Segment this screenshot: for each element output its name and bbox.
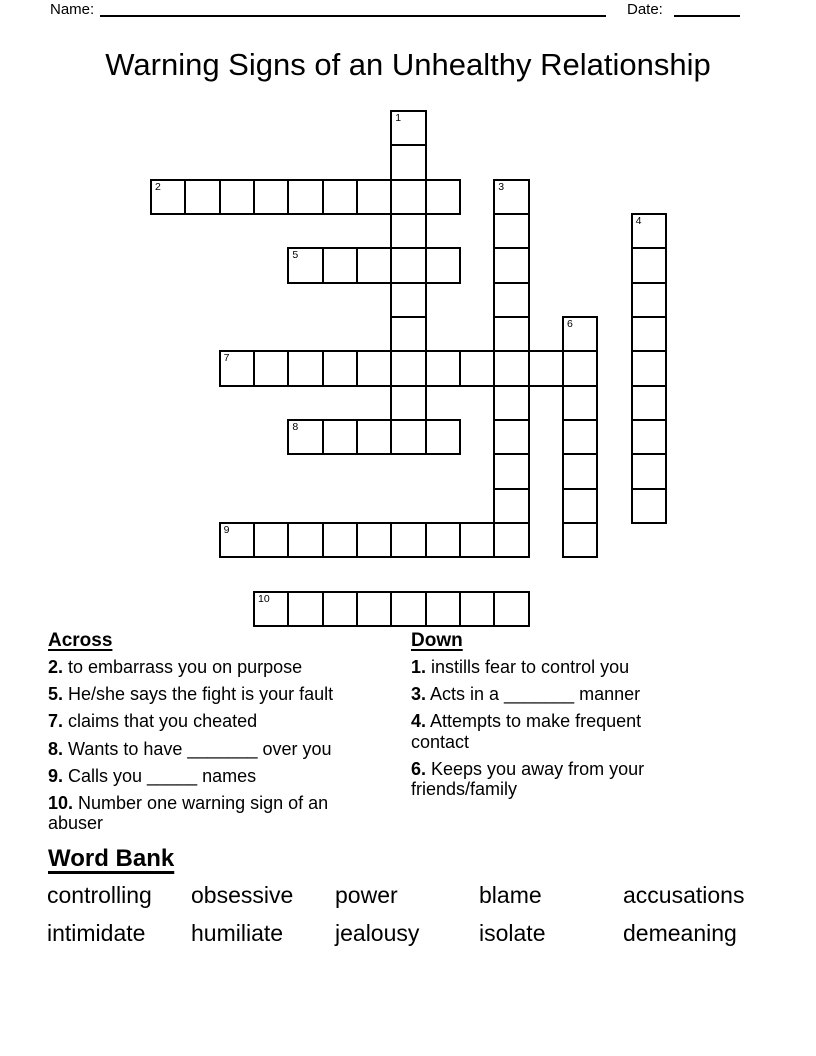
cell-number: 10 xyxy=(257,592,270,605)
word-bank-word: isolate xyxy=(479,920,546,946)
crossword-cell[interactable] xyxy=(253,179,289,215)
crossword-cell[interactable] xyxy=(528,350,564,386)
cell-number: 1 xyxy=(395,112,402,124)
clue: 9. Calls you _____ names xyxy=(48,765,257,786)
clue-number: 4. xyxy=(411,711,427,732)
crossword-cell[interactable] xyxy=(459,350,495,386)
date-blank-line[interactable] xyxy=(674,0,740,17)
down-clue-list xyxy=(411,657,701,800)
crossword-cell[interactable] xyxy=(493,316,529,352)
crossword-cell[interactable] xyxy=(253,591,289,627)
crossword-cell[interactable] xyxy=(493,453,529,489)
crossword-cell[interactable] xyxy=(459,522,495,558)
crossword-cell[interactable] xyxy=(253,350,289,386)
crossword-cell[interactable] xyxy=(493,488,529,524)
crossword-cell[interactable] xyxy=(219,522,255,558)
word-bank-heading: Word Bank xyxy=(48,845,175,872)
clue: 6. Keeps you away from your friends/family xyxy=(411,759,645,800)
clue-number: 2. xyxy=(48,657,64,677)
crossword-cell[interactable] xyxy=(322,522,358,558)
word-bank-word: demeaning xyxy=(623,920,737,946)
clue: 3. Acts in a _______ manner xyxy=(411,684,641,705)
crossword-cell[interactable] xyxy=(390,591,426,627)
crossword-cell[interactable] xyxy=(390,419,426,455)
crossword-cell[interactable] xyxy=(562,385,598,421)
crossword-cell[interactable] xyxy=(425,179,461,215)
crossword-cell[interactable] xyxy=(425,247,461,283)
crossword-cell[interactable] xyxy=(562,350,598,386)
cell-number: 7 xyxy=(223,352,230,365)
clue: 8. Wants to have _______ over you xyxy=(48,738,332,759)
name-label: Name: xyxy=(50,1,95,18)
crossword-cell[interactable] xyxy=(493,247,529,283)
crossword-grid xyxy=(150,110,667,627)
cell-number: 4 xyxy=(635,214,642,227)
crossword-cell[interactable] xyxy=(631,488,667,524)
crossword-cell[interactable] xyxy=(562,419,598,455)
clue-number: 7. xyxy=(48,711,64,732)
cell-number: 5 xyxy=(292,249,299,262)
crossword-cell[interactable] xyxy=(562,453,598,489)
word-bank-word: intimidate xyxy=(47,920,146,946)
crossword-cell[interactable] xyxy=(287,350,323,386)
crossword-cell[interactable] xyxy=(287,522,323,558)
word-bank-list xyxy=(47,881,769,947)
crossword-cell[interactable] xyxy=(219,179,255,215)
crossword-cell[interactable] xyxy=(493,213,529,249)
crossword-cell[interactable] xyxy=(390,110,426,146)
crossword-cell[interactable] xyxy=(322,419,358,455)
crossword-cell[interactable] xyxy=(631,453,667,489)
crossword-cell[interactable] xyxy=(356,591,392,627)
crossword-cell[interactable] xyxy=(562,522,598,558)
crossword-cell[interactable] xyxy=(390,282,426,318)
crossword-cell[interactable] xyxy=(390,247,426,283)
crossword-cell[interactable] xyxy=(322,247,358,283)
clue: 4. Attempts to make frequent contact xyxy=(411,711,642,752)
crossword-cell[interactable] xyxy=(184,179,220,215)
word-bank-word: humiliate xyxy=(191,920,284,946)
crossword-cell[interactable] xyxy=(322,591,358,627)
worksheet-title: Warning Signs of an Unhealthy Relationship xyxy=(105,47,711,82)
crossword-cell[interactable] xyxy=(390,522,426,558)
crossword-cell[interactable] xyxy=(356,522,392,558)
crossword-cell[interactable] xyxy=(390,350,426,386)
crossword-cell[interactable] xyxy=(322,350,358,386)
crossword-cell[interactable] xyxy=(390,385,426,421)
word-bank-word: accusations xyxy=(623,882,745,908)
word-bank-word: blame xyxy=(479,882,542,908)
crossword-cell[interactable] xyxy=(562,316,598,352)
crossword-cell[interactable] xyxy=(322,179,358,215)
down-heading: Down xyxy=(411,630,463,651)
name-blank-line[interactable] xyxy=(100,0,606,17)
clue: 5. He/she says the fight is your fault xyxy=(48,684,334,705)
crossword-cell[interactable] xyxy=(150,179,186,215)
crossword-cell[interactable] xyxy=(425,350,461,386)
crossword-cell[interactable] xyxy=(390,179,426,215)
crossword-cell[interactable] xyxy=(390,213,426,249)
crossword-cell[interactable] xyxy=(356,419,392,455)
crossword-cell[interactable] xyxy=(631,385,667,421)
crossword-cell[interactable] xyxy=(493,282,529,318)
word-bank-word: power xyxy=(335,882,398,908)
across-clues-section xyxy=(48,631,383,841)
crossword-cell[interactable] xyxy=(287,179,323,215)
clue: 7. claims that you cheated xyxy=(48,711,258,732)
cell-number: 8 xyxy=(292,420,299,433)
clue-number: 5. xyxy=(48,684,64,705)
clue: 10. Number one warning sign of an abuser xyxy=(48,793,329,834)
clue-number: 10. xyxy=(48,793,74,814)
crossword-cell[interactable] xyxy=(390,144,426,180)
crossword-cell[interactable] xyxy=(493,522,529,558)
word-bank-word: obsessive xyxy=(191,882,294,908)
crossword-cell[interactable] xyxy=(356,179,392,215)
cell-number: 6 xyxy=(566,317,573,330)
crossword-cell[interactable] xyxy=(253,522,289,558)
crossword-cell[interactable] xyxy=(493,591,529,627)
crossword-cell[interactable] xyxy=(356,350,392,386)
crossword-cell[interactable] xyxy=(219,350,255,386)
crossword-cell[interactable] xyxy=(631,282,667,318)
crossword-cell[interactable] xyxy=(356,247,392,283)
crossword-cell[interactable] xyxy=(631,350,667,386)
crossword-cell[interactable] xyxy=(287,247,323,283)
clue: 1. instills fear to control you xyxy=(411,657,630,677)
crossword-cell[interactable] xyxy=(493,419,529,455)
across-clue-list xyxy=(48,657,383,834)
crossword-cell[interactable] xyxy=(631,316,667,352)
clue-number: 3. xyxy=(411,684,427,705)
crossword-cell[interactable] xyxy=(631,247,667,283)
word-bank-word: controlling xyxy=(47,882,152,908)
clue-number: 9. xyxy=(48,765,64,786)
clue-number: 1. xyxy=(411,657,427,677)
crossword-cell[interactable] xyxy=(493,179,529,215)
crossword-cell[interactable] xyxy=(459,591,495,627)
clue-number: 6. xyxy=(411,759,427,780)
across-heading: Across xyxy=(48,630,113,651)
crossword-cell[interactable] xyxy=(287,419,323,455)
cell-number: 2 xyxy=(155,180,161,193)
clue-number: 8. xyxy=(48,738,64,759)
clue: 2. to embarrass you on purpose xyxy=(48,657,303,677)
crossword-cell[interactable] xyxy=(493,385,529,421)
crossword-cell[interactable] xyxy=(287,591,323,627)
crossword-cell[interactable] xyxy=(425,419,461,455)
cell-number: 3 xyxy=(498,180,505,193)
cell-number: 9 xyxy=(223,523,230,536)
crossword-cell[interactable] xyxy=(390,316,426,352)
crossword-cell[interactable] xyxy=(425,591,461,627)
date-label: Date: xyxy=(627,1,663,18)
crossword-cell[interactable] xyxy=(493,350,529,386)
crossword-cell[interactable] xyxy=(631,213,667,249)
crossword-cell[interactable] xyxy=(631,419,667,455)
crossword-cell[interactable] xyxy=(562,488,598,524)
crossword-cell[interactable] xyxy=(425,522,461,558)
down-clues-section xyxy=(411,631,701,807)
word-bank-word: jealousy xyxy=(335,920,420,946)
